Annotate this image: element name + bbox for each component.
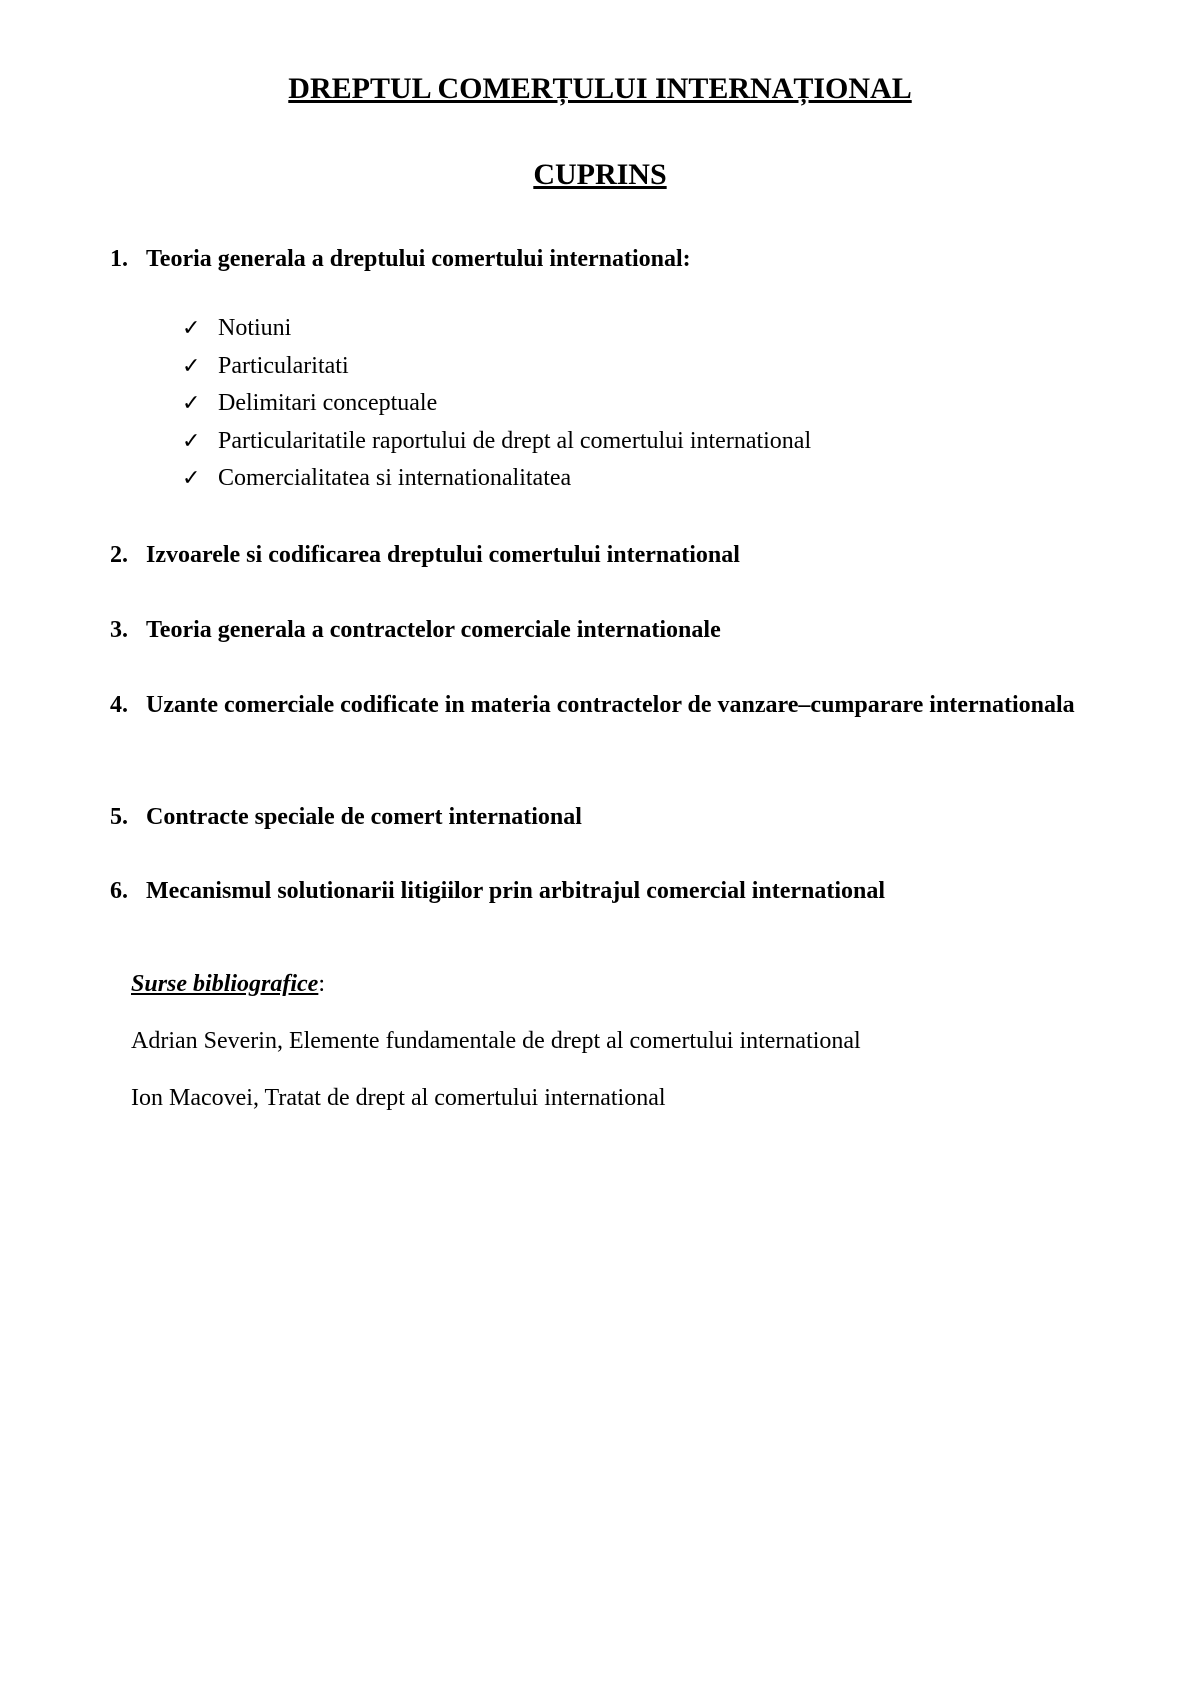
document-subtitle: CUPRINS (533, 158, 667, 191)
bullet-text: Comercialitatea si internationalitatea (218, 465, 572, 491)
section-title: Uzante comerciale codificate in materia contractelor de vanzare–cumparare internationala (146, 692, 1075, 718)
check-icon: ✓ (182, 391, 201, 416)
toc-section-1 (110, 240, 1130, 278)
section-1-bullet-list (182, 310, 811, 498)
bullet-item (182, 310, 811, 348)
check-icon: ✓ (182, 428, 201, 454)
bullet-item (182, 385, 811, 423)
section-number: 1. (110, 246, 128, 272)
bullet-text: Particularitati (218, 352, 349, 379)
section-title: Izvoarele si codificarea dreptului comertului international (146, 542, 740, 568)
bibliography-heading (131, 971, 325, 998)
toc-section-4 (110, 686, 1130, 724)
bibliography-entry: Adrian Severin, Elemente fundamentale de drept al comertului international (131, 1028, 861, 1054)
bullet-text: Delimitari conceptuale (218, 390, 438, 416)
check-icon: ✓ (182, 466, 201, 491)
check-icon: ✓ (182, 353, 201, 379)
section-number: 5. (110, 804, 128, 830)
bibliography-entry: Ion Macovei, Tratat de drept al comertului international (131, 1085, 666, 1111)
bullet-text: Notiuni (218, 315, 292, 341)
toc-section-2 (110, 536, 1130, 574)
bullet-item (182, 348, 811, 386)
toc-section-5 (110, 798, 1130, 836)
toc-section-6 (110, 872, 1130, 910)
section-number: 6. (110, 878, 128, 904)
toc-section-3 (110, 611, 1130, 649)
document-title: DREPTUL COMERȚULUI INTERNAȚIONAL (288, 72, 912, 105)
section-title: Teoria generala a contractelor comerciale internationale (146, 617, 721, 643)
check-icon: ✓ (182, 316, 201, 341)
section-title: Teoria generala a dreptului comertului international: (146, 246, 691, 272)
section-title: Mecanismul solutionarii litigiilor prin arbitrajul comercial international (146, 878, 886, 904)
section-number: 4. (110, 692, 128, 718)
bullet-item (182, 460, 811, 498)
section-number: 3. (110, 617, 128, 643)
bullet-text: Particularitatile raportului de drept al comertului international (218, 427, 812, 454)
section-number: 2. (110, 542, 128, 568)
section-title: Contracte speciale de comert international (146, 804, 582, 830)
bibliography-label: Surse bibliografice (131, 971, 319, 997)
bibliography-colon: : (318, 971, 326, 997)
bullet-item (182, 423, 811, 461)
